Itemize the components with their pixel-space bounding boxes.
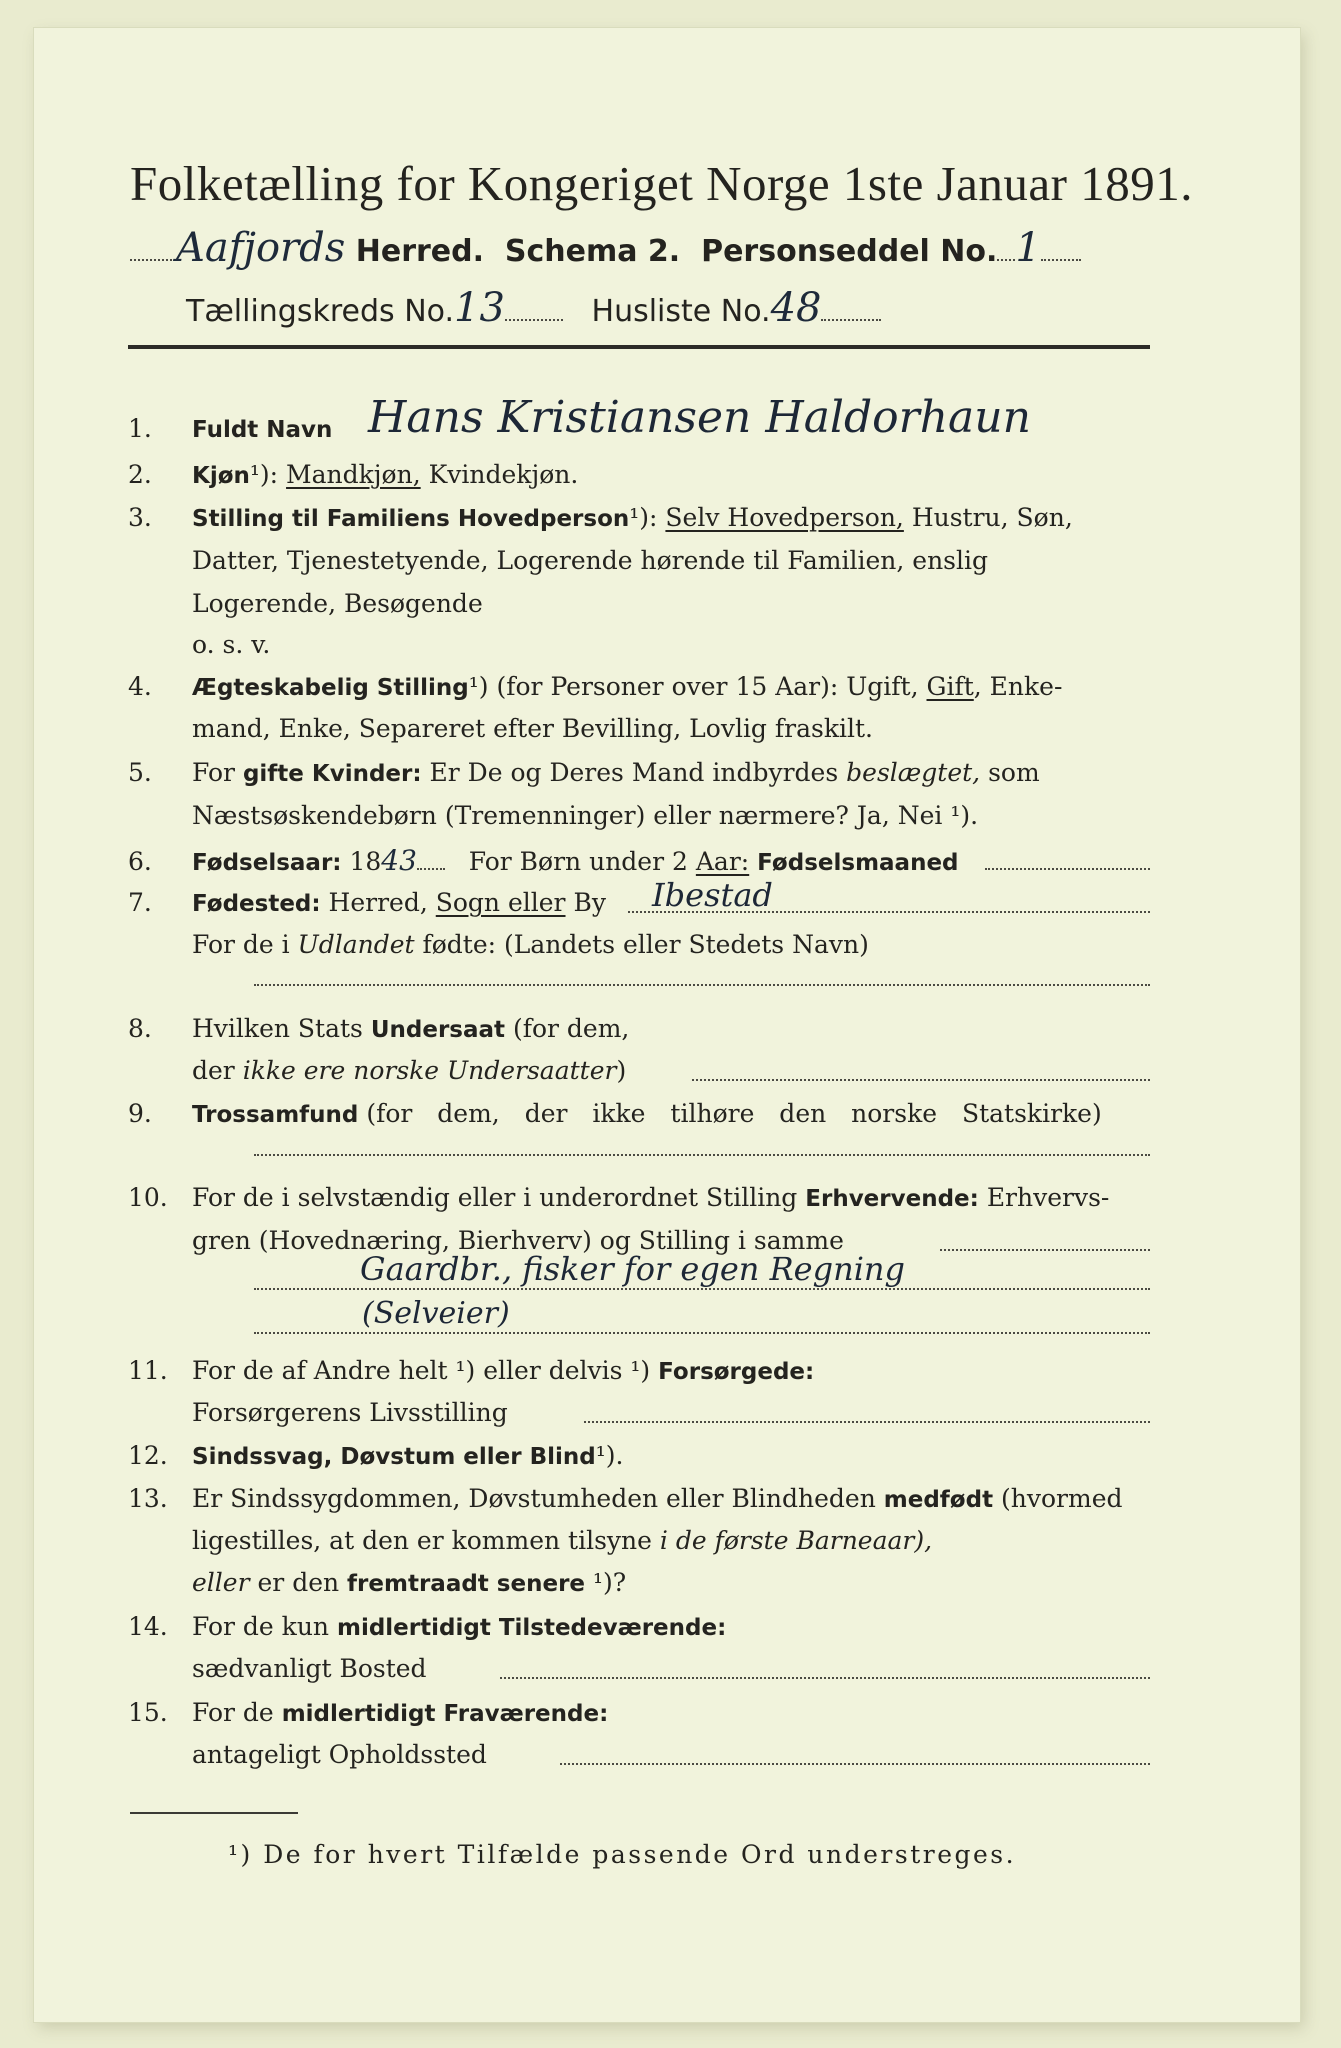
q9-number: 9. — [128, 1099, 152, 1128]
q6-prefix: 18 — [349, 847, 382, 876]
q10-handwritten-status: (Selveier) — [362, 1296, 510, 1331]
kreds-label: Tællingskreds No. — [186, 294, 454, 329]
q3-line3: Logerende, Besøgende — [192, 589, 483, 618]
q8-post: (for dem, — [512, 1014, 630, 1043]
kreds-value: 13 — [454, 285, 505, 331]
q15-row — [128, 1700, 1158, 1726]
q8-line2a: der — [192, 1056, 235, 1085]
q2-label: Kjøn — [192, 463, 250, 489]
q4-line2: mand, Enke, Separeret efter Bevilling, Lovlig fraskilt. — [192, 714, 873, 743]
q13-line2-italic: i de første Barneaar), — [659, 1526, 933, 1555]
personseddel-label: Personseddel No. — [701, 234, 998, 269]
q3-row — [128, 505, 1158, 531]
q10-line2-fill — [940, 1249, 1150, 1251]
q3-label: Stilling til Familiens Hovedperson — [192, 506, 630, 532]
q9-row — [128, 1101, 1150, 1127]
herred-value: Aafjords — [176, 225, 346, 271]
q4-number: 4. — [128, 672, 152, 701]
q9-label: Trossamfund — [192, 1102, 359, 1128]
q3-sup: ¹): — [629, 503, 658, 532]
q6-label2: Fødselsmaaned — [757, 850, 959, 876]
q4-row — [128, 674, 1158, 700]
q11-answer-line — [584, 1421, 1150, 1423]
q12-row — [128, 1443, 1158, 1469]
q13-line2 — [128, 1528, 1222, 1553]
q13-row — [128, 1486, 1158, 1512]
q15-number: 15. — [128, 1698, 168, 1727]
q6-row — [128, 844, 1158, 877]
q11-line2: Forsørgerens Livsstilling — [192, 1398, 508, 1427]
q10-line2: gren (Hovednæring, Bierhverv) og Stilling i samme — [192, 1226, 844, 1255]
q13-line3c: ¹)? — [592, 1568, 627, 1597]
q9-answer-line — [254, 1154, 1150, 1156]
q2-option-female: Kvindekjøn. — [428, 460, 579, 489]
q12-label: Sindssvag, Døvstum eller Blind — [192, 1444, 596, 1470]
q7-number: 7. — [128, 888, 152, 917]
q11-label: Forsørgede: — [658, 1359, 815, 1385]
herred-label: Herred. — [355, 234, 484, 269]
q7-line2b: fødte: (Landets eller Stedets Navn) — [422, 930, 869, 959]
form-title: Folketælling for Kongeriget Norge 1ste Januar 1891. — [130, 156, 1193, 211]
q4-pre: (for Personer over 15 Aar): Ugift, — [496, 672, 919, 701]
q6-mid: For Børn under 2 — [468, 847, 688, 876]
q1-label: Fuldt Navn — [192, 417, 333, 443]
q4-sup: ¹) — [468, 672, 489, 701]
q5-mid: Er De og Deres Mand indbyrdes — [429, 758, 839, 787]
q8-answer-line — [692, 1079, 1150, 1081]
q6-birth-year: 43 — [381, 844, 417, 877]
q15-label: midlertidigt Fraværende: — [281, 1701, 609, 1727]
q9-text: (for dem, der ikke tilhøre den norske Statskirke) — [366, 1099, 1102, 1128]
q2-row — [128, 462, 1158, 488]
q3-line2: Datter, Tjenestetyende, Logerende hørende til Familien, enslig — [192, 546, 989, 575]
header-rule — [128, 345, 1150, 349]
q14-answer-line — [500, 1677, 1150, 1679]
q8-line2-italic: ikke ere norske Undersaatter — [242, 1056, 617, 1085]
q13-line3a: er den — [257, 1568, 340, 1597]
q7-line2 — [128, 932, 1222, 957]
q2-number: 2. — [128, 460, 152, 489]
q4-label: Ægteskabelig Stilling — [192, 675, 469, 701]
q6-label: Fødselsaar: — [192, 850, 342, 876]
q14-pre: For de kun — [192, 1612, 330, 1641]
q10-row — [128, 1185, 1158, 1211]
q5-label: gifte Kvinder: — [242, 761, 422, 787]
q12-number: 12. — [128, 1441, 168, 1470]
q10-number: 10. — [128, 1183, 168, 1212]
footnote: ¹) De for hvert Tilfælde passende Ord understreges. — [228, 1840, 1017, 1869]
q3-line4: o. s. v. — [192, 630, 271, 659]
q8-number: 8. — [128, 1014, 152, 1043]
q7-line2-italic: Udlandet — [297, 930, 415, 959]
q7-abroad-line — [254, 984, 1150, 986]
q7-handwritten-place: Ibestad — [652, 876, 773, 914]
q10-handwritten-occupation: Gaardbr., fisker for egen Regning — [360, 1250, 906, 1288]
q8-row — [128, 1016, 1158, 1042]
q11-number: 11. — [128, 1356, 168, 1385]
q1-number: 1. — [128, 414, 152, 443]
q14-number: 14. — [128, 1612, 168, 1641]
q4-option-married: Gift — [926, 672, 974, 701]
q13-line3 — [128, 1570, 1222, 1596]
q13-pre: Er Sindssygdommen, Døvstumheden eller Blindheden — [192, 1484, 876, 1513]
header-line-herred — [130, 225, 1081, 271]
q13-line3-bold: fremtraadt senere — [347, 1571, 586, 1597]
q11-pre: For de af Andre helt ¹) eller delvis ¹) — [192, 1356, 651, 1385]
q15-answer-line — [560, 1763, 1150, 1765]
q15-line2: antageligt Opholdssted — [192, 1740, 487, 1769]
q8-pre: Hvilken Stats — [192, 1014, 363, 1043]
q7-label: Fødested: — [192, 891, 321, 917]
q5-post: som — [988, 758, 1040, 787]
q10-answer-line2 — [254, 1332, 1150, 1334]
q6-aar: Aar: — [695, 847, 750, 876]
q3-option-head: Selv Hovedperson, — [665, 503, 904, 532]
personseddel-value: 1 — [1015, 225, 1041, 271]
q14-row — [128, 1614, 1158, 1640]
q5-line2: Næstsøskendebørn (Tremenninger) eller nærmere? Ja, Nei ¹). — [192, 801, 979, 830]
q10-label: Erhvervende: — [805, 1186, 979, 1212]
q7-option: Sogn eller — [435, 888, 566, 917]
husliste-value: 48 — [770, 285, 822, 331]
q1-handwritten-name: Hans Kristiansen Haldorhaun — [368, 392, 1031, 443]
q5-row — [128, 760, 1158, 786]
q5-number: 5. — [128, 758, 152, 787]
q10-post: Erhvervs- — [986, 1183, 1110, 1212]
schema-label: Schema 2. — [504, 234, 681, 269]
q8-line2b: ) — [616, 1056, 627, 1085]
q2-sup: ¹): — [249, 460, 279, 489]
q13-post: (hvormed — [1001, 1484, 1123, 1513]
q3-options-rest: Hustru, Søn, — [911, 503, 1073, 532]
q7-pre: Herred, — [328, 888, 428, 917]
q6-number: 6. — [128, 847, 152, 876]
q6-month-line — [985, 868, 1150, 870]
q2-option-male: Mandkjøn, — [286, 460, 421, 489]
q14-line2: sædvanligt Bosted — [192, 1654, 427, 1683]
q7-line2a: For de i — [192, 930, 290, 959]
q13-line3-italic: eller — [192, 1568, 250, 1597]
q10-pre: For de i selvstændig eller i underordnet Stilling — [192, 1183, 798, 1212]
q10-answer-line1 — [254, 1288, 1150, 1290]
q3-number: 3. — [128, 503, 152, 532]
q4-post: , Enke- — [973, 672, 1063, 701]
q11-row — [128, 1358, 1158, 1384]
q15-pre: For de — [192, 1698, 274, 1727]
q7-post: By — [573, 888, 606, 917]
footnote-rule — [130, 1812, 298, 1814]
q14-label: midlertidigt Tilstedeværende: — [336, 1615, 727, 1641]
q13-label: medfødt — [883, 1487, 994, 1513]
q5-italic: beslægtet, — [846, 758, 981, 787]
q13-number: 13. — [128, 1484, 168, 1513]
q13-line2a: ligestilles, at den er kommen tilsyne — [192, 1526, 652, 1555]
q5-pre: For — [192, 758, 235, 787]
husliste-label: Husliste No. — [591, 294, 771, 329]
q12-sup: ¹). — [595, 1441, 624, 1470]
header-line-kreds — [186, 285, 881, 331]
q8-label: Undersaat — [370, 1017, 506, 1043]
